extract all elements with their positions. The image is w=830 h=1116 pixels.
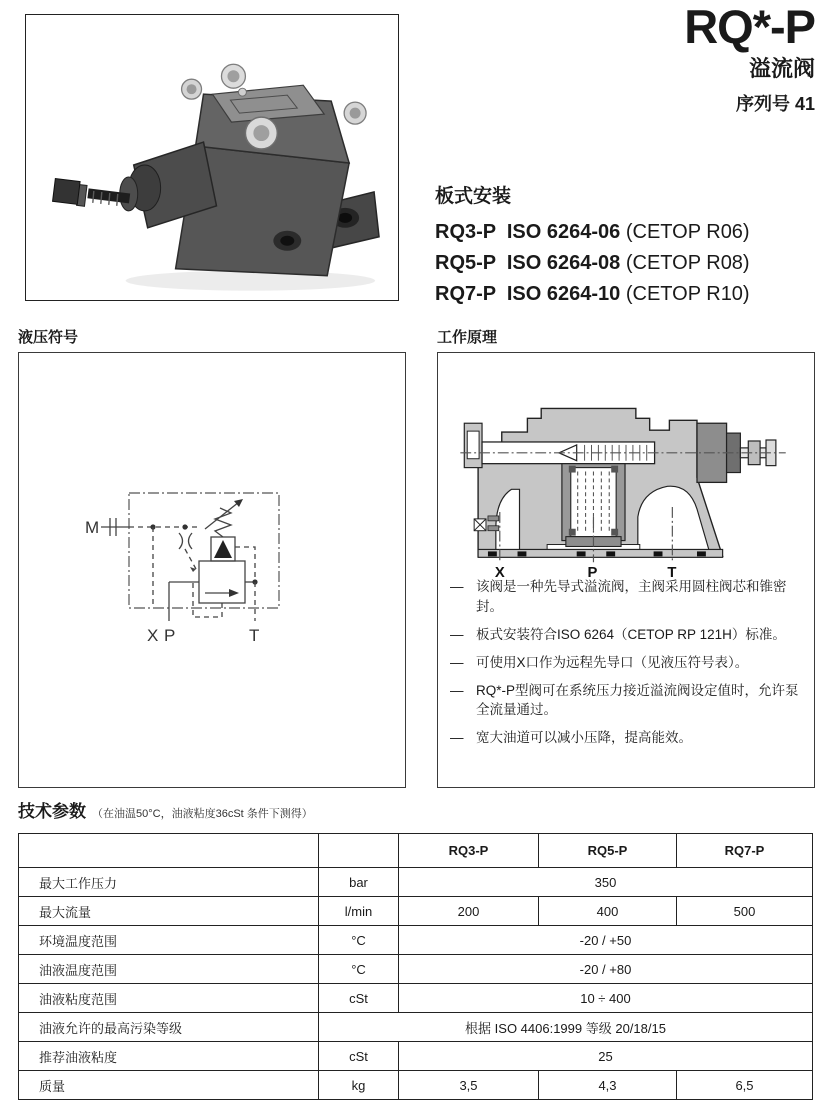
spec-param: 最大工作压力 [19, 868, 319, 897]
mounting-model-cetop: (CETOP R10) [620, 283, 750, 305]
port-label-p: P [164, 626, 176, 645]
hydraulic-symbol-diagram [81, 481, 341, 661]
spec-value: 200 [399, 897, 539, 926]
spec-row [19, 897, 813, 926]
feature-bullet-list [450, 577, 806, 756]
product-photo-frame [25, 14, 399, 301]
bullet-text: 该阀是一种先导式溢流阀，主阀采用圆柱阀芯和锥密封。 [476, 579, 787, 614]
mounting-model-2 [435, 248, 750, 279]
spec-value: 根据 ISO 4406:1999 等级 20/18/15 [319, 1013, 813, 1042]
hydraulic-symbol-box [18, 352, 406, 788]
mounting-model-code: RQ5-P ISO 6264-08 [435, 252, 621, 274]
bullet-text: RQ*-P型阀可在系统压力接近溢流阀设定值时，允许泵全流量通过。 [476, 682, 799, 718]
spec-param: 推荐油液粘度 [19, 1042, 319, 1071]
mounting-title: 板式安装 [435, 186, 512, 207]
specs-table [18, 833, 813, 1100]
spec-param: 质量 [19, 1071, 319, 1100]
bullet-dash-icon: — [450, 579, 464, 594]
spec-row [19, 1042, 813, 1071]
spec-unit: l/min [319, 897, 399, 926]
mounting-model-code: RQ3-P ISO 6264-06 [435, 221, 621, 243]
mounting-model-code: RQ7-P ISO 6264-10 [435, 283, 621, 305]
spec-unit: bar [319, 868, 399, 897]
spec-param: 最大流量 [19, 897, 319, 926]
valve-type-label: 溢流阀 [748, 56, 815, 82]
spec-value: -20 / +50 [399, 926, 813, 955]
spec-value: 25 [399, 1042, 813, 1071]
bullet-text: 宽大油道可以减小压降，提高能效。 [476, 730, 692, 746]
feature-bullet-4 [450, 681, 806, 720]
section-port-label-t: T [667, 565, 677, 581]
bullet-text: 可使用X口作为远程先导口（见液压符号表）。 [476, 654, 749, 670]
port-label-x: X [147, 626, 159, 645]
bullet-dash-icon: — [450, 730, 464, 746]
mounting-model-cetop: (CETOP R06) [620, 221, 750, 243]
title-block [684, 2, 815, 116]
spec-param: 油液温度范围 [19, 955, 319, 984]
spec-unit: °C [319, 926, 399, 955]
spec-value: 3,5 [399, 1071, 539, 1100]
spec-unit: cSt [319, 984, 399, 1013]
spec-value: 400 [539, 897, 677, 926]
spec-row [19, 1013, 813, 1042]
spec-row [19, 926, 813, 955]
mounting-model-list [435, 217, 750, 310]
spec-value: 4,3 [539, 1071, 677, 1100]
specs-col-header: RQ7-P [677, 834, 813, 868]
bullet-text: 板式安装符合ISO 6264（CETOP RP 121H）标准。 [476, 626, 786, 642]
spec-value: 6,5 [677, 1071, 813, 1100]
bullet-dash-icon: — [450, 654, 464, 670]
section-port-label-x: X [494, 565, 505, 581]
feature-bullet-1 [450, 577, 806, 616]
mounting-model-1 [435, 217, 750, 248]
spec-row [19, 984, 813, 1013]
specs-header-unit [319, 834, 399, 868]
feature-bullet-5 [450, 728, 806, 748]
mounting-block [435, 181, 750, 310]
valve-cross-section-diagram [458, 369, 794, 581]
bullet-dash-icon: — [450, 626, 464, 642]
working-principle-box [437, 352, 815, 788]
specs-header-param [19, 834, 319, 868]
bullet-dash-icon: — [450, 682, 464, 698]
feature-bullet-2 [450, 625, 806, 645]
specs-header-row [19, 834, 813, 868]
page-title: RQ*-P [684, 0, 815, 53]
specs-col-header: RQ5-P [539, 834, 677, 868]
specs-heading [18, 797, 313, 822]
hydraulic-symbol-heading: 液压符号 [18, 329, 79, 346]
section-port-label-p: P [587, 565, 598, 581]
spec-unit: °C [319, 955, 399, 984]
port-label-m: M [85, 518, 100, 537]
spec-value: 500 [677, 897, 813, 926]
spec-unit: cSt [319, 1042, 399, 1071]
specs-title: 技术参数 [18, 802, 86, 821]
spec-param: 环境温度范围 [19, 926, 319, 955]
spec-row [19, 955, 813, 984]
spec-value: 350 [399, 868, 813, 897]
working-principle-heading: 工作原理 [437, 329, 498, 346]
spec-param: 油液粘度范围 [19, 984, 319, 1013]
spec-unit: kg [319, 1071, 399, 1100]
series-label: 序列号 41 [735, 94, 815, 115]
specs-condition-note: （在油温50°C，油液粘度36cSt 条件下测得） [92, 808, 313, 820]
spec-param: 油液允许的最高污染等级 [19, 1013, 319, 1042]
spec-row [19, 1071, 813, 1100]
valve-photo-illustration [26, 15, 398, 300]
spec-value: 10 ÷ 400 [399, 984, 813, 1013]
specs-col-header: RQ3-P [399, 834, 539, 868]
feature-bullet-3 [450, 653, 806, 673]
mounting-model-3 [435, 279, 750, 310]
spec-value: -20 / +80 [399, 955, 813, 984]
mounting-model-cetop: (CETOP R08) [620, 252, 750, 274]
spec-row [19, 868, 813, 897]
port-label-t: T [249, 626, 260, 645]
